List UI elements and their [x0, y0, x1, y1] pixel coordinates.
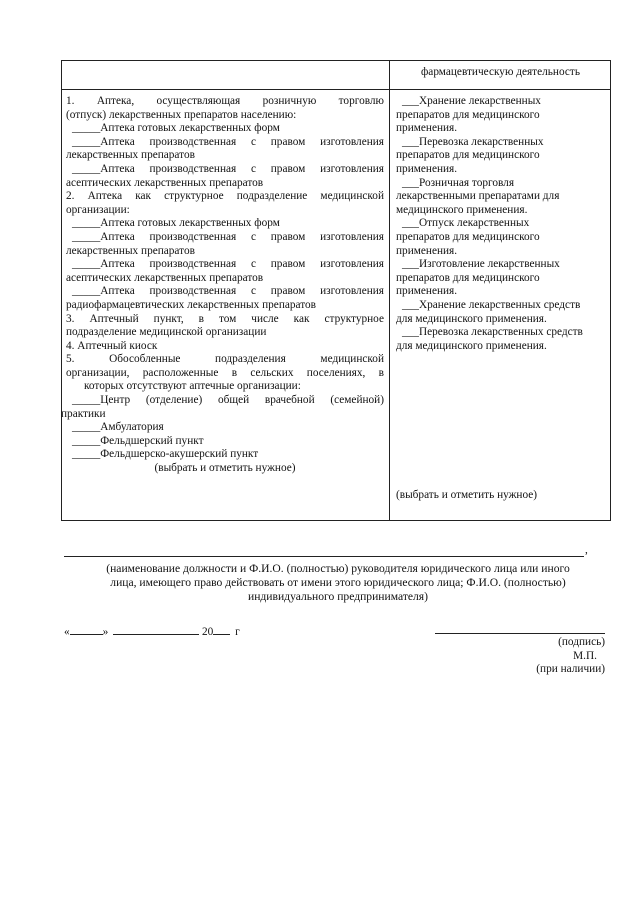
- option-continuation: препаратов для медицинского: [396, 271, 540, 284]
- option-continuation: применения.: [396, 162, 458, 175]
- choose-hint-right: (выбрать и отметить нужное): [396, 489, 538, 501]
- activity-types-column: [396, 95, 608, 353]
- checkbox-option[interactable]: _____Аптека готовых лекарственных форм: [72, 122, 280, 135]
- checkbox-option[interactable]: ___Изготовление лекарственных: [402, 258, 560, 271]
- checkbox-option[interactable]: _____Аптека производственная с правом изготовления: [72, 285, 384, 298]
- signature-label: (подпись): [558, 636, 605, 648]
- checkbox-option-continuation: лекарственных препаратов: [66, 244, 195, 257]
- checkbox-option[interactable]: ___Отпуск лекарственных: [402, 217, 530, 230]
- checkbox-option-continuation: асептических лекарственных препаратов: [66, 271, 264, 284]
- name-line-comma: ,: [585, 544, 588, 556]
- option-continuation: препаратов для медицинского: [396, 149, 540, 162]
- header-right-cell: фармацевтическую деятельность: [420, 66, 580, 78]
- option-continuation: применения.: [396, 122, 458, 135]
- option-continuation: медицинского применения.: [396, 203, 528, 216]
- checkbox-option-continuation: практики: [61, 407, 106, 420]
- table-column-divider: [389, 60, 390, 521]
- date-month-field[interactable]: [113, 624, 199, 635]
- date-close-quote: »: [102, 626, 109, 638]
- stamp-optional-label: (при наличии): [536, 663, 605, 676]
- stamp-label: М.П.: [573, 649, 597, 662]
- date-suffix: г: [235, 626, 240, 638]
- option-continuation: препаратов для медицинского: [396, 230, 540, 243]
- checkbox-option-continuation: радиофармацевтических лекарственных препаратов: [66, 298, 317, 311]
- checkbox-option[interactable]: _____Аптека производственная с правом изготовления: [72, 230, 384, 243]
- option-continuation: применения.: [396, 285, 458, 298]
- section-4-title[interactable]: 4. Аптечный киоск: [66, 339, 158, 352]
- date-row: [64, 624, 240, 640]
- checkbox-option[interactable]: ___Перевозка лекарственных средств: [402, 326, 583, 339]
- section-2-title-line2: организации:: [66, 203, 130, 216]
- option-continuation: применения.: [396, 244, 458, 257]
- date-century: 20: [201, 626, 214, 638]
- option-continuation: препаратов для медицинского: [396, 108, 540, 121]
- table-left-border: [61, 60, 62, 521]
- checkbox-option[interactable]: ___Хранение лекарственных средств: [402, 298, 581, 311]
- checkbox-option[interactable]: ___Розничная торговля: [402, 176, 515, 189]
- table-top-border: [61, 60, 611, 61]
- option-continuation: для медицинского применения.: [396, 312, 547, 325]
- caption-line-3: индивидуального предпринимателя): [247, 590, 429, 604]
- name-caption: [64, 562, 612, 605]
- checkbox-option[interactable]: _____Центр (отделение) общей врачебной (семейной): [72, 394, 384, 407]
- caption-line-1: (наименование должности и Ф.И.О. (полностью) руководителя юридического лица или иного: [106, 562, 570, 575]
- checkbox-option[interactable]: _____Фельдшерско-акушерский пункт: [72, 448, 259, 461]
- name-line[interactable]: [64, 556, 584, 557]
- checkbox-option[interactable]: _____Аптека производственная с правом изготовления: [72, 135, 384, 148]
- section-1-title-line1: 1. Аптека, осуществляющая розничную торговлю: [66, 95, 384, 107]
- checkbox-option[interactable]: _____Аптека производственная с правом изготовления: [72, 162, 384, 175]
- checkbox-option[interactable]: _____Амбулатория: [72, 421, 164, 434]
- checkbox-option[interactable]: ___Перевозка лекарственных: [402, 135, 544, 148]
- section-2-title-line1: 2. Аптека как структурное подразделение медицинской: [66, 190, 384, 203]
- date-day-field[interactable]: [70, 624, 103, 635]
- checkbox-option[interactable]: _____Аптека производственная с правом изготовления: [72, 258, 384, 271]
- checkbox-option[interactable]: ___Хранение лекарственных: [402, 95, 541, 107]
- checkbox-option[interactable]: _____Фельдшерский пункт: [72, 434, 204, 447]
- choose-hint-left: (выбрать и отметить нужное): [154, 462, 296, 475]
- checkbox-option-continuation: лекарственных препаратов: [66, 149, 195, 162]
- section-5-title-line2: организации, расположенные в сельских поселениях, в: [66, 366, 384, 379]
- date-year-field[interactable]: [213, 624, 230, 635]
- table-right-border: [610, 60, 611, 521]
- option-continuation: лекарственными препаратами для: [396, 190, 560, 203]
- option-continuation: для медицинского применения.: [396, 339, 547, 352]
- checkbox-option[interactable]: _____Аптека готовых лекарственных форм: [72, 217, 280, 230]
- section-3-title-line2: подразделение медицинской организации: [66, 326, 267, 339]
- table-bottom-border: [61, 520, 611, 521]
- section-3-title-line1[interactable]: 3. Аптечный пункт, в том числе как структурное: [66, 312, 384, 325]
- date-open-quote: «: [64, 626, 70, 638]
- caption-line-2: лица, имеющего право действовать от имени этого юридического лица; Ф.И.О. (полностью): [110, 576, 566, 590]
- section-5-title-line3: которых отсутствуют аптечные организации:: [84, 380, 301, 393]
- checkbox-option-continuation: асептических лекарственных препаратов: [66, 176, 264, 189]
- signature-block: [420, 624, 605, 677]
- signature-line[interactable]: [435, 624, 605, 634]
- table-header-divider: [61, 89, 611, 90]
- organization-types-column: [61, 95, 384, 476]
- section-1-title-line2: (отпуск) лекарственных препаратов населению:: [66, 108, 297, 121]
- section-5-title-line1: 5. Обособленные подразделения медицинской: [66, 353, 384, 366]
